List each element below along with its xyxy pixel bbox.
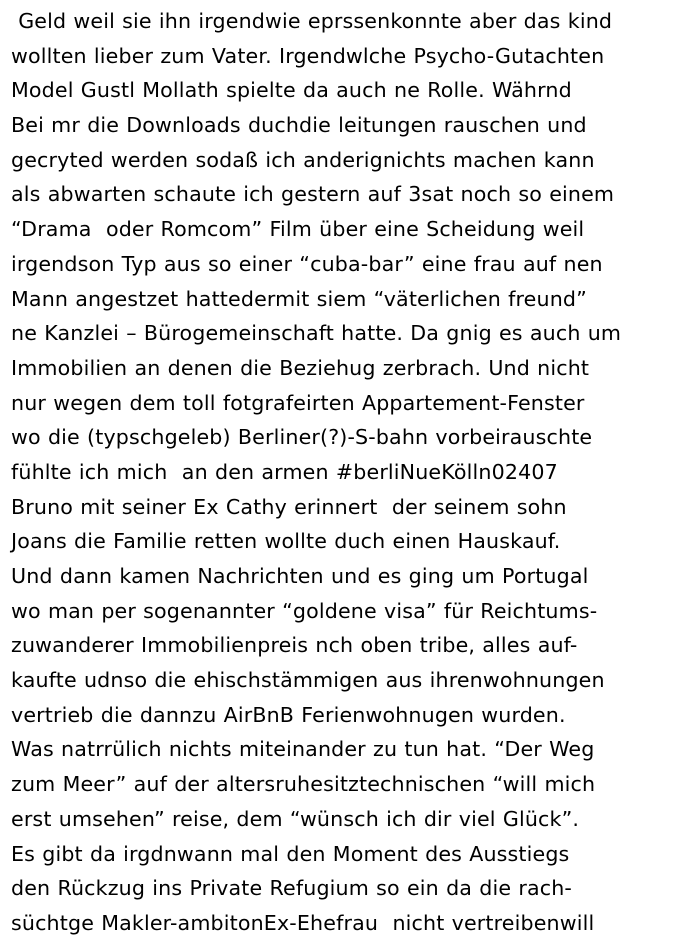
text-line: erst umsehen” reise, dem “wünsch ich dir viel Glück”.: [11, 806, 580, 831]
text-line: wollten lieber zum Vater. Irgendwlche Psycho-Gutachten: [11, 43, 605, 68]
text-line: Es gibt da irgdnwann mal den Moment des Ausstiegs: [11, 841, 570, 866]
text-line: nur wegen dem toll fotgrafeirten Appartement-Fenster: [11, 390, 585, 415]
text-line: fühlte ich mich an den armen #berliNueKölln02407: [11, 459, 558, 484]
text-line: gecryted werden sodaß ich anderignichts machen kann: [11, 147, 595, 172]
text-line: zuwanderer Immobilienpreis nch oben tribe, alles auf-: [11, 633, 578, 658]
text-line: Bruno mit seiner Ex Cathy erinnert der seinem sohn: [11, 494, 567, 519]
text-line: wo die (typschgeleb) Berliner(?)-S-bahn vorbeirauschte: [11, 425, 593, 450]
text-line: Und dann kamen Nachrichten und es ging um Portugal: [11, 564, 589, 588]
text-line: Geld weil sie ihn irgendwie eprssenkonnte aber das kind: [11, 9, 613, 33]
text-line: ne Kanzlei – Bürogemeinschaft hatte. Da gnig es auch um: [11, 321, 622, 346]
text-line: “Drama oder Romcom” Film über eine Scheidung weil: [11, 217, 585, 242]
body-text: [11, 4, 681, 940]
text-line: irgendson Typ aus so einer “cuba-bar” eine frau auf nen: [11, 251, 603, 276]
text-line: wo man per sogenannter “goldene visa” für Reichtums-: [11, 598, 598, 623]
text-line: als abwarten schaute ich gestern auf 3sat noch so einem: [11, 182, 615, 207]
text-line: Immobilien an denen die Beziehug zerbrach. Und nicht: [11, 355, 590, 380]
text-line: vertrieb die dannzu AirBnB Ferienwohnugen wurden.: [11, 702, 566, 727]
text-line: Joans die Familie retten wollte duch einen Hauskauf.: [11, 529, 561, 554]
text-line: Was natrrülich nichts miteinander zu tun hat. “Der Weg: [11, 737, 595, 762]
text-line: kaufte udnso die ehischstämmigen aus ihrenwohnungen: [11, 668, 605, 693]
text-line: den Rückzug ins Private Refugium so ein da die rach-: [11, 876, 573, 901]
text-line: Bei mr die Downloads duchdie leitungen rauschen und: [11, 113, 587, 138]
text-line: zum Meer” auf der altersruhesitztechnischen “will mich: [11, 772, 596, 797]
text-line: Model Gustl Mollath spielte da auch ne Rolle. Währnd: [11, 78, 572, 103]
text-line: süchtge Makler-ambitonEx-Ehefrau nicht vertreibenwill: [11, 910, 595, 935]
text-line: Mann angestzet hattedermit siem “väterlichen freund”: [11, 286, 587, 311]
